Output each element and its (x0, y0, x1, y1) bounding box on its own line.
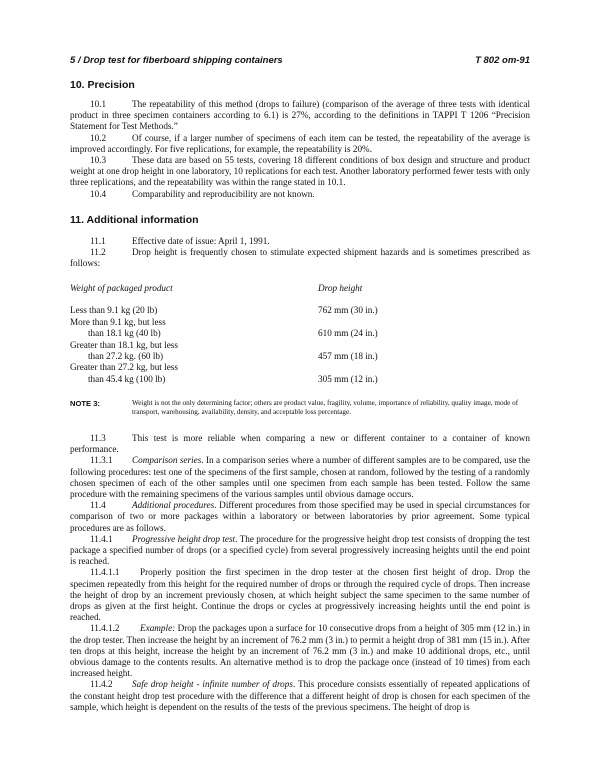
header-title: 5 / Drop test for fiberboard shipping containers (70, 55, 283, 66)
paragraph-10-3: 10.3 These data are based on 55 tests, covering 18 different conditions of box design and structure and product weight at one drop height in one laboratory, 10 replications for each test. Another laboratory performed fewer tests with only three replications, and the repeatability was within the range stated in 10.1. (70, 155, 530, 188)
note-label: NOTE 3: (70, 399, 100, 408)
drop-height-table (70, 283, 450, 385)
paragraph-10-4: 10.4 Comparability and reproducibility are not known. (90, 188, 315, 199)
paragraph-11-4-2: 11.4.2 Safe drop height - infinite number of drops. This procedure consists essentially of repeated applications of the constant height drop test procedure with the difference that a different height of drop is chosen for each specimen of the sample, which height is dependent on the results of the tests of the previous specimens. The height of drop is (70, 679, 530, 712)
paragraph-11-4-1-2: 11.4.1.2 Example: Drop the packages upon a surface for 10 consecutive drops from a height of 305 mm (12 in.) in the drop tester. Then increase the height by an increment of 76.2 mm (3 in.) to permit a height drop of 381 mm (15 in.). After ten drops at this height, increase the height by an increment of 76.2 mm (3 in.) and make 10 additional drops, etc., until obvious damage to the contents results. An alternative method is to drop the package once (instead of 10 times) from each increased height. (70, 623, 530, 679)
table-row: than 45.4 kg (100 lb) 305 mm (12 in.) (88, 373, 378, 384)
header-standard-number: T 802 om-91 (475, 55, 530, 66)
table-row: Less than 9.1 kg (20 lb) 762 mm (30 in.) (70, 305, 378, 316)
paragraph-10-1: 10.1 The repeatability of this method (drops to failure) (comparison of the average of three tests with identical product in three specimen containers according to 6.1) is 27%, according to the definitions in TAPPI T 1206 “Precision Statement for Test Methods.” (70, 99, 530, 132)
section-11-heading: 11. Additional information (70, 214, 199, 226)
paragraph-11-3: 11.3 This test is more reliable when comparing a new or different container to a container of known performance. (70, 433, 530, 455)
table-header-weight: Weight of packaged product (70, 283, 173, 293)
section-10-body (70, 99, 530, 200)
table-row: Greater than 27.2 kg, but less (70, 362, 178, 373)
paragraph-11-4: 11.4 Additional procedures. Different procedures from those specified may be used in special circumstances for comparison of two or more packages within a laboratory or between laboratories by prior agreement. Some typical procedures are as follows. (70, 500, 530, 533)
section-11-intro (70, 236, 530, 270)
table-row: than 27.2 kg. (60 lb) 457 mm (18 in.) (88, 350, 378, 361)
note-text: Weight is not the only determining factor; others are product value, fragility, volume, importance of reliability, quality image, mode of transport, warehousing, availability, density, and acceptable loss percentage. (132, 399, 519, 416)
section-10-heading: 10. Precision (70, 79, 135, 91)
paragraph-11-3-1: 11.3.1 Comparison series. In a comparison series where a number of different samples are to be compared, use the following procedures: test one of the specimens of the first sample, chosen at random, followed by the testing of a randomly chosen specimen of each of the other samples until one specimen from each sample has been tested. Follow the same procedure with the remaining specimens of the various samples until obvious damage occurs. (70, 455, 530, 500)
table-header-row (70, 283, 450, 294)
note-3 (70, 399, 530, 417)
paragraph-11-1: 11.1 Effective date of issue: April 1, 1991. (90, 236, 270, 246)
table-row: Greater than 18.1 kg, but less (70, 339, 178, 350)
running-header (70, 55, 530, 67)
table-row: More than 9.1 kg, but less (70, 316, 166, 327)
paragraph-11-2: 11.2 Drop height is frequently chosen to stimulate expected shipment hazards and is sometimes prescribed as follows: (70, 247, 530, 269)
paragraph-10-2: 10.2 Of course, if a larger number of specimens of each item can be tested, the repeatability of the average is improved accordingly. For five replications, for example, the repeatability is 20%. (70, 132, 530, 154)
section-11-procedures (70, 433, 530, 713)
table-header-drop-height: Drop height (318, 283, 363, 293)
paragraph-11-4-1: 11.4.1 Progressive height drop test. The procedure for the progressive height drop test consists of dropping the test package a specified number of drops (or a specified cycle) from several progressively increasing heights until the end point is reached. (70, 533, 531, 567)
table-row: than 18.1 kg (40 lb) 610 mm (24 in.) (88, 328, 378, 339)
paragraph-11-4-1-1: 11.4.1.1 Properly position the first specimen in the drop tester at the chosen first height of drop. Drop the specimen repeatedly from this height for the required number of drops or through the required cycle of drops. Then increase the height of drop by an increment previously chosen, at which height subject the same specimen to the same number of drops as given at the first height. Continue the drops or cycles at progressively increasing heights until the end point is reached. (70, 567, 530, 623)
